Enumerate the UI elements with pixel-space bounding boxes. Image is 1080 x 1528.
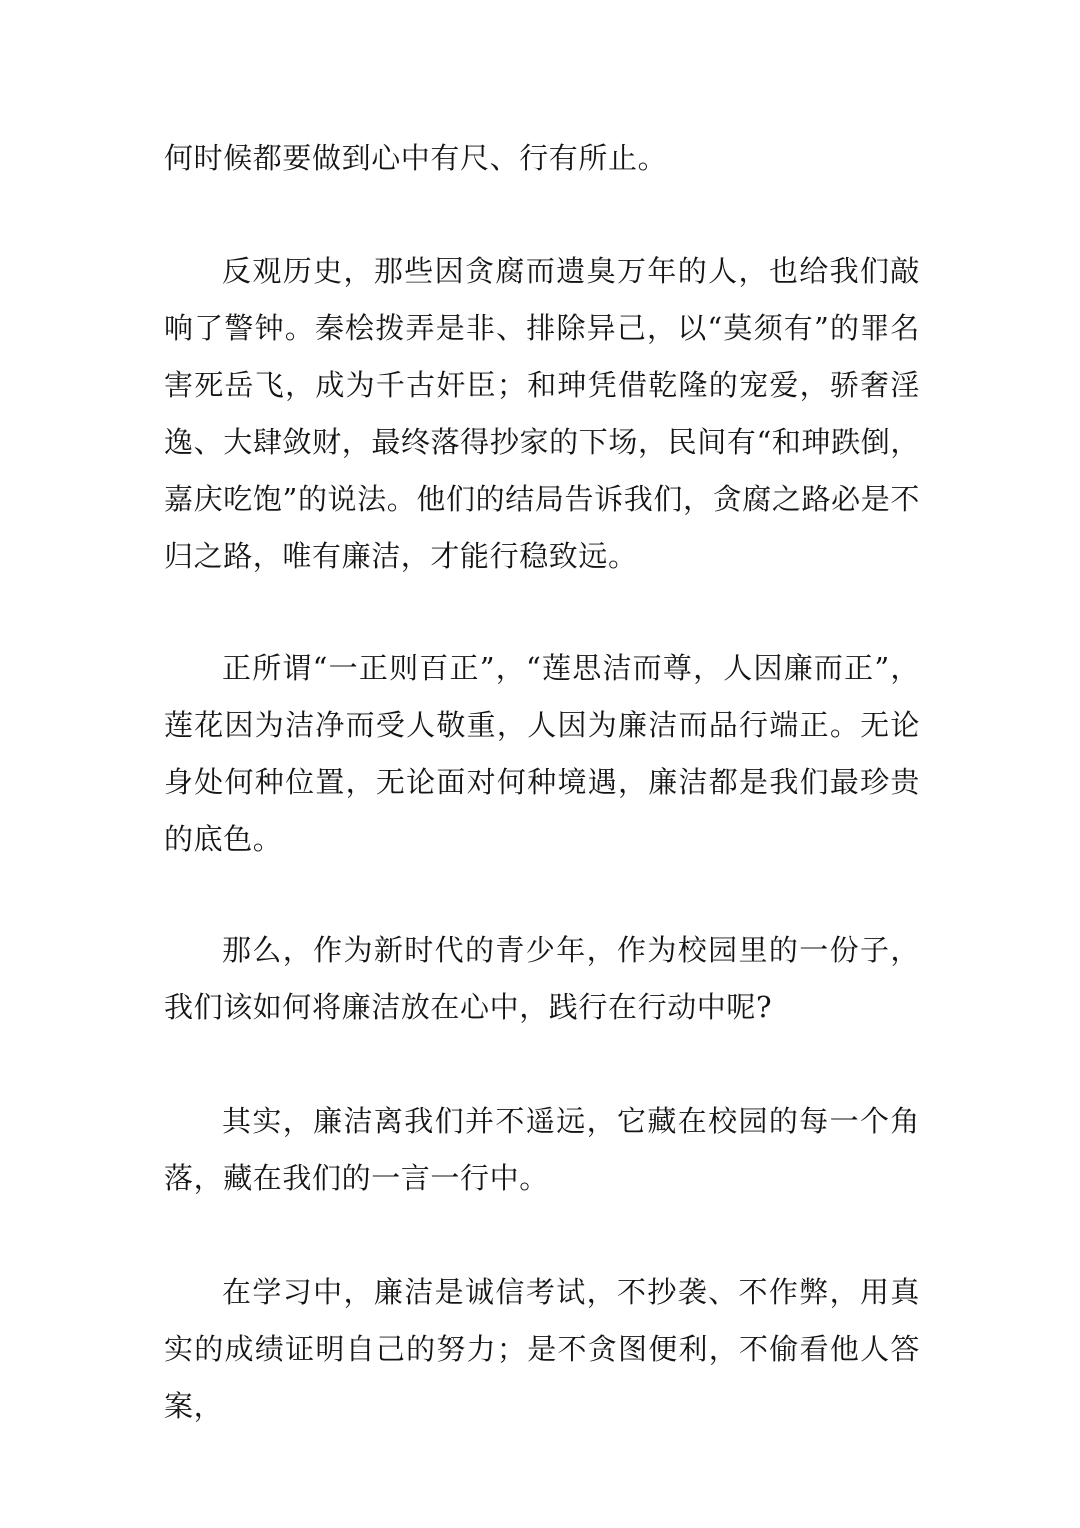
paragraph-question: 那么，作为新时代的青少年，作为校园里的一份子，我们该如何将廉洁放在心中，践行在行动中呢? <box>164 933 920 1024</box>
paragraph-study: 在学习中，廉洁是诚信考试，不抄袭、不作弊，用真实的成绩证明自己的努力；是不贪图便利，不偷看他人答案， <box>164 1275 920 1423</box>
paragraph-campus: 其实，廉洁离我们并不遥远，它藏在校园的每一个角落，藏在我们的一言一行中。 <box>164 1104 920 1195</box>
paragraph-lotus: 正所谓“一正则百正”，“莲思洁而尊，人因廉而正”，莲花因为洁净而受人敬重，人因为廉洁而品行端正。无论身处何种位置，无论面对何种境遇，廉洁都是我们最珍贵的底色。 <box>164 651 920 856</box>
paragraph-continuation: 何时候都要做到心中有尺、行有所止。 <box>164 141 668 175</box>
paragraph-history: 反观历史，那些因贪腐而遗臭万年的人，也给我们敲响了警钟。秦桧拨弄是非、排除异己，以“莫须有”的罪名害死岳飞，成为千古奸臣；和珅凭借乾隆的宠爱，骄奢淫逸、大肆敛财，最终落得抄家的下场，民间有“和珅跌倒，嘉庆吃饱”的说法。他们的结局告诉我们，贪腐之路必是不归之路，唯有廉洁，才能行稳致远。 <box>164 254 920 573</box>
